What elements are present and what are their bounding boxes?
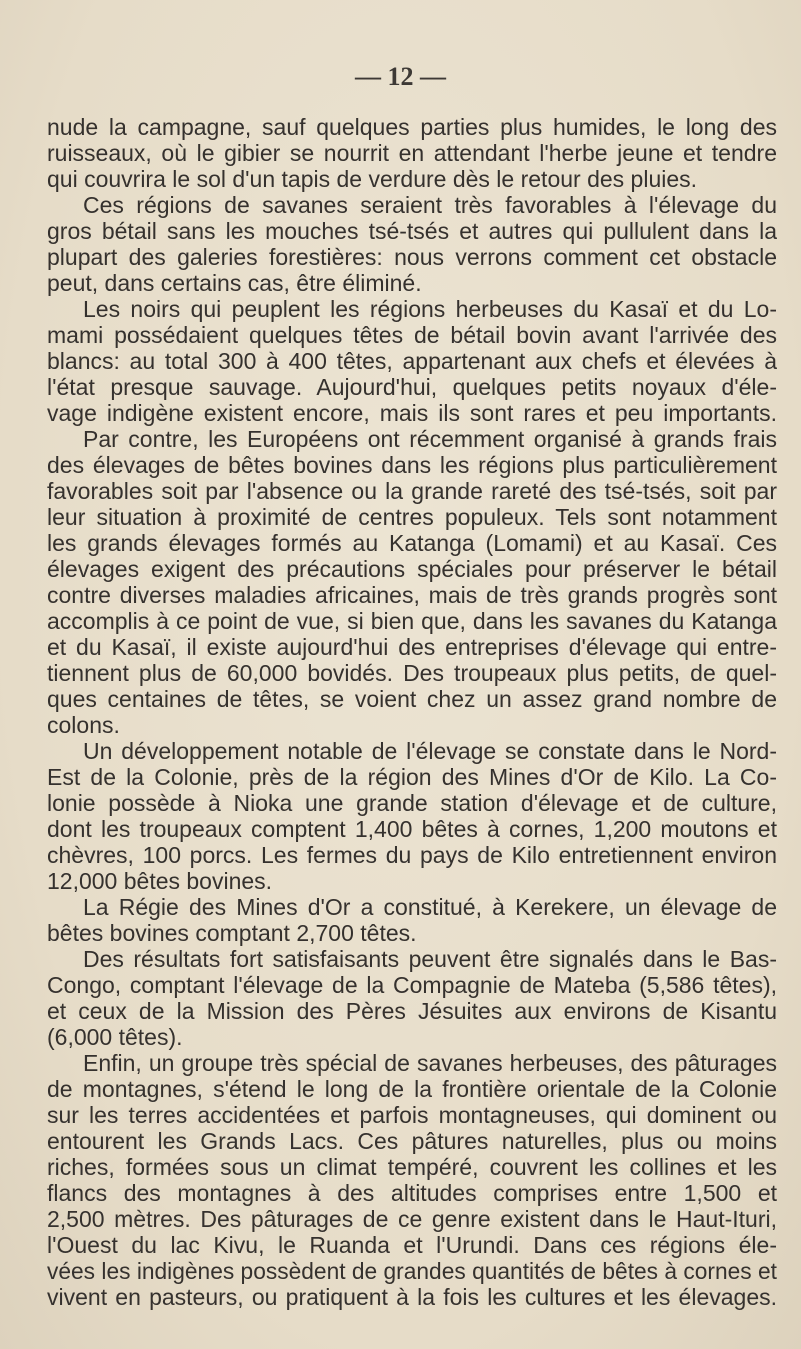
text-line: contre diverses maladies africaines, mais de très grands progrès sont [47,582,777,608]
text-line: 12,000 bêtes bovines. [47,868,273,894]
text-line: mami possédaient quelques têtes de bétail bovin avant l'arrivée des [47,322,777,348]
text-line: élevages exigent des précautions spéciales pour préserver le bétail [47,556,777,582]
text-line: gros bétail sans les mouches tsé-tsés et autres qui pullulent dans la [47,218,777,244]
body-text [47,114,777,1310]
text-line: Les noirs qui peuplent les régions herbeuses du Kasaï et du Lo- [83,296,777,322]
text-line: Ces régions de savanes seraient très favorables à l'élevage du [83,192,777,218]
text-line: vage indigène existent encore, mais ils sont rares et peu importants. [47,400,777,426]
text-line: lonie possède à Nioka une grande station d'élevage et de culture, [47,790,777,816]
text-line: (6,000 têtes). [47,1024,183,1050]
text-line: blancs: au total 300 à 400 têtes, appartenant aux chefs et élevées à [47,348,777,374]
text-line: Enfin, un groupe très spécial de savanes herbeuses, des pâturages [83,1050,777,1076]
text-line: ques centaines de têtes, se voient chez un assez grand nombre de [47,686,777,712]
text-line: peut, dans certains cas, être éliminé. [47,270,422,296]
text-line: accomplis à ce point de vue, si bien que, dans les savanes du Katanga [47,608,777,634]
text-line: et du Kasaï, il existe aujourd'hui des entreprises d'élevage qui entre- [47,634,777,660]
text-line: les grands élevages formés au Katanga (Lomami) et au Kasaï. Ces [47,530,777,556]
text-line: et ceux de la Mission des Pères Jésuites aux environs de Kisantu [47,998,777,1024]
text-line: qui couvrira le sol d'un tapis de verdure dès le retour des pluies. [47,166,698,192]
text-line: Des résultats fort satisfaisants peuvent être signalés dans le Bas- [83,946,777,972]
text-line: tiennent plus de 60,000 bovidés. Des troupeaux plus petits, de quel- [47,660,777,686]
text-line: nude la campagne, sauf quelques parties plus humides, le long des [47,114,777,140]
text-line: l'état presque sauvage. Aujourd'hui, quelques petits noyaux d'éle- [47,374,777,400]
text-line: plupart des galeries forestières: nous verrons comment cet obstacle [47,244,777,270]
text-line: La Régie des Mines d'Or a constitué, à Kerekere, un élevage de [83,894,777,920]
text-line: des élevages de bêtes bovines dans les régions plus particulièrement [47,452,777,478]
text-line: riches, formées sous un climat tempéré, couvrent les collines et les [47,1154,777,1180]
text-line: ruisseaux, où le gibier se nourrit en attendant l'herbe jeune et tendre [47,140,777,166]
text-line: Par contre, les Européens ont récemment organisé à grands frais [83,426,777,452]
text-line: sur les terres accidentées et parfois montagneuses, qui dominent ou [47,1102,777,1128]
text-line: colons. [47,712,120,738]
text-line: entourent les Grands Lacs. Ces pâtures naturelles, plus ou moins [47,1128,777,1154]
text-line: vées les indigènes possèdent de grandes quantités de bêtes à cornes et [47,1258,777,1284]
text-line: bêtes bovines comptant 2,700 têtes. [47,920,417,946]
text-line: favorables soit par l'absence ou la grande rareté des tsé-tsés, soit par [47,478,777,504]
text-line: l'Ouest du lac Kivu, le Ruanda et l'Urundi. Dans ces régions éle- [47,1232,777,1258]
text-line: Un développement notable de l'élevage se constate dans le Nord- [83,738,777,764]
text-line: dont les troupeaux comptent 1,400 bêtes à cornes, 1,200 moutons et [47,816,777,842]
text-line: leur situation à proximité de centres populeux. Tels sont notamment [47,504,777,530]
text-line: vivent en pasteurs, ou pratiquent à la fois les cultures et les élevages. [47,1284,777,1310]
text-line: Est de la Colonie, près de la région des Mines d'Or de Kilo. La Co- [47,764,777,790]
text-line: chèvres, 100 porcs. Les fermes du pays de Kilo entretiennent environ [47,842,777,868]
page-number: — 12 — [355,62,446,91]
text-line: 2,500 mètres. Des pâturages de ce genre existent dans le Haut-Ituri, [47,1206,777,1232]
text-line: de montagnes, s'étend le long de la frontière orientale de la Colonie [47,1076,777,1102]
text-line: flancs des montagnes à des altitudes comprises entre 1,500 et [47,1180,777,1206]
text-line: Congo, comptant l'élevage de la Compagnie de Mateba (5,586 têtes), [47,972,777,998]
